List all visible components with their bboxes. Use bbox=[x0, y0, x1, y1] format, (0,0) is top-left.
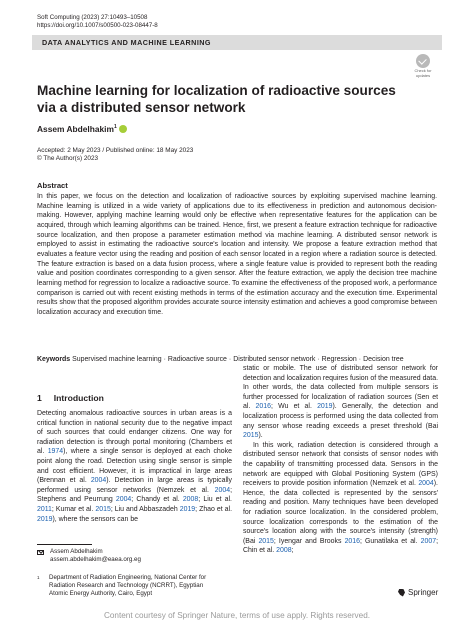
paragraph-text: ). Hence, the data collected is represented by the sensors' reading and position. Many techniques have been developed for radiation source localization. In the considered problem, source localization corresponds to the estimation of the source's location along with the source's intensity (strength) (Bai bbox=[243, 480, 438, 545]
keywords-label: Keywords bbox=[37, 356, 71, 363]
paragraph-text: ; Zhao et al. bbox=[195, 505, 232, 513]
keyword-item: Decision tree bbox=[363, 356, 404, 363]
keyword-item: Supervised machine learning bbox=[72, 356, 162, 363]
keyword-separator: · bbox=[163, 356, 166, 363]
paragraph-text: ; Chandy et al. bbox=[131, 496, 183, 504]
citation-link[interactable]: 2008 bbox=[182, 496, 199, 504]
journal-citation: Soft Computing (2023) 27:10493–10508 bbox=[37, 14, 148, 21]
paragraph-text: ). Detection in large areas is typically performed using sensor networks (Nemzek et al. bbox=[37, 477, 233, 494]
citation-link[interactable]: 2007 bbox=[420, 537, 437, 545]
paragraph-text: ; Wu et al. bbox=[270, 403, 318, 411]
paragraph-text: ; Stephens and Peurrung bbox=[37, 486, 232, 504]
paragraph-text: static or mobile. The use of distributed sensor network for detection and localization requires fusion of the measured data. In other words, the data collected from multiple sensors is further processed for localization of radiation sources (Sen et al. bbox=[243, 365, 438, 411]
citation-link[interactable]: 2004 bbox=[115, 496, 132, 504]
check-updates-icon bbox=[416, 54, 430, 68]
check-for-updates-badge[interactable] bbox=[408, 54, 438, 78]
copyright-footer: Content courtesy of Springer Nature, terms of use apply. Rights reserved. bbox=[103, 611, 371, 620]
citation-link[interactable]: 2004 bbox=[418, 480, 434, 488]
keywords-list bbox=[72, 356, 403, 363]
citation-link[interactable]: 2015 bbox=[95, 505, 111, 513]
citation-link[interactable]: 1974 bbox=[47, 448, 64, 456]
paragraph-text: In this work, radiation detection is considered through a distributed sensor network that consists of sensor nodes with the capability of transmitting processed data. Sensors in the network are equipped with Global Positioning System (GPS) receivers to provide position information (Nemzek et al. bbox=[243, 441, 438, 488]
badge-line2: updates bbox=[415, 73, 431, 79]
citation-link[interactable]: 2015 bbox=[258, 537, 274, 545]
paragraph-text: ), where a single sensor is deployed at each choke point along the road. Detection using single sensor is simple and cost efficient. However, it is impractical in large areas ( bbox=[37, 448, 232, 485]
badge-line1: Check for bbox=[414, 68, 432, 73]
publisher-name: Springer bbox=[408, 588, 439, 597]
keyword-separator: · bbox=[317, 356, 320, 363]
section-heading-introduction bbox=[37, 393, 104, 403]
paragraph-text: ), where the sensors can be bbox=[52, 515, 139, 523]
paragraph-text: ). Generally, the detection and localization process is performed using the data collected from any sensor whose reading exceeds a preset threshold (Bai bbox=[243, 403, 438, 430]
affiliation-line: Department of Radiation Engineering, National Center for bbox=[49, 574, 207, 581]
paragraph-text: Chambers et al. bbox=[37, 438, 233, 456]
contact-email[interactable]: assem.abdelhakim@eaea.org.eg bbox=[50, 556, 141, 564]
section-number: 1 bbox=[37, 393, 42, 403]
publication-dates bbox=[37, 147, 193, 164]
paragraph-text: ; Gunatilaka et al. bbox=[360, 537, 421, 545]
section-tag: DATA ANALYTICS AND MACHINE LEARNING bbox=[32, 35, 442, 50]
affiliation-line: Atomic Energy Authority, Cairo, Egypt bbox=[49, 590, 153, 598]
abstract-heading: Abstract bbox=[37, 181, 68, 190]
paragraph-text: Detecting anomalous radioactive sources in urban areas is a critical function in national security due to the negative impact of such sources that could endanger citizens. One way for radiation detection is through portal monitoring ( bbox=[37, 410, 232, 446]
publisher-logo bbox=[398, 588, 438, 597]
paragraph-text: ; Kumar et al. bbox=[51, 505, 96, 513]
paragraph-text: ; Chin et al. bbox=[243, 537, 439, 555]
abstract-text: In this paper, we focus on the detection and localization of radioactive sources by exploiting supervised machine learning. Machine learning is utilized in a wide variety of applications due to its effectiveness in prediction and autonomous decision-making. However, applying machine learning would only be effective when representative features for the application can be acquired, through which learning algorithms can be trained. Hence, first, we present a feature extraction technique for radioactive source localization, and then propose a parameter estimation method via machine learning. A distributed sensor network is employed to assist in estimating the radioactive source's location and intensity. We propose a feature extraction method that evaluates a feature vector using the reading and position of each sensor located in a region where a radiation source is detected. The feature extraction is based on a data fusion process, where a single feature value is provided to represent both the reading value and position coordinates corresponding to a given sensor. After the feature extraction, we apply the decision tree machine learning method for regression to localize a radioactive source. To examine the effectiveness of the proposed work, a performance comparison is carried out with recent existing methods in terms of the estimation accuracy and the execution time. Experimental results show that the proposed algorithm provides accurate source intensity estimation and achieves a good compromise between localization accuracy and execution time. bbox=[37, 193, 437, 316]
citation-link[interactable]: 2016 bbox=[344, 537, 360, 545]
keyword-separator: · bbox=[358, 356, 362, 363]
orcid-icon[interactable] bbox=[119, 125, 127, 133]
affiliation bbox=[37, 574, 206, 599]
section-title: Introduction bbox=[53, 393, 104, 403]
springer-horse-icon bbox=[398, 589, 405, 597]
citation-link[interactable]: 2019 bbox=[179, 505, 196, 513]
author-affil-sup: 1 bbox=[113, 124, 117, 131]
intro-paragraph-1-cont bbox=[243, 364, 438, 441]
paragraph-text: ; Iyengar and Brooks bbox=[273, 537, 345, 545]
footnote-divider bbox=[37, 544, 92, 545]
citation-link[interactable]: 2015 bbox=[243, 432, 259, 440]
intro-paragraph-2 bbox=[243, 441, 438, 556]
journal-header bbox=[37, 14, 158, 31]
paragraph-text: ; Liu et al. bbox=[198, 496, 232, 504]
author-name[interactable]: Assem Abdelhakim bbox=[37, 124, 114, 134]
keyword-item: Regression bbox=[321, 356, 357, 363]
citation-link[interactable]: 2016 bbox=[255, 403, 271, 411]
affiliation-line: Radiation Research and Technology (NCRRT), Egyptian bbox=[49, 582, 204, 590]
citation-link[interactable]: 2011 bbox=[37, 505, 52, 513]
citation-link[interactable]: 2004 bbox=[90, 477, 107, 485]
author bbox=[37, 124, 127, 134]
paper-title: Machine learning for localization of radioactive sources via a distributed sensor network bbox=[37, 83, 396, 115]
keyword-separator: · bbox=[228, 356, 232, 363]
paragraph-text: ; bbox=[291, 547, 294, 555]
paragraph-text: ; Liu and Abbaszadeh bbox=[110, 505, 180, 513]
citation-link[interactable]: 2019 bbox=[37, 515, 53, 523]
intro-paragraph-1 bbox=[37, 409, 232, 524]
corresponding-author bbox=[37, 548, 141, 564]
doi-link[interactable]: https://doi.org/10.1007/s00500-023-08447-8 bbox=[37, 22, 158, 30]
copyright-line: © The Author(s) 2023 bbox=[37, 155, 99, 163]
contact-name: Assem Abdelhakim bbox=[50, 548, 103, 555]
envelope-icon bbox=[37, 550, 44, 555]
intro-right-column bbox=[243, 364, 438, 556]
intro-left-column bbox=[37, 409, 232, 524]
keyword-item: Radioactive source bbox=[167, 356, 227, 363]
citation-link[interactable]: 2004 bbox=[214, 486, 231, 494]
citation-link[interactable]: 2019 bbox=[317, 403, 333, 411]
affiliation-sup: 1 bbox=[37, 575, 40, 580]
paragraph-text: Brennan et al. bbox=[39, 477, 91, 485]
paragraph-text: ). bbox=[258, 432, 263, 440]
citation-link[interactable]: 2008 bbox=[276, 547, 292, 555]
keyword-item: Distributed sensor network bbox=[233, 356, 316, 363]
dates-line: Accepted: 2 May 2023 / Published online: 18 May 2023 bbox=[37, 147, 194, 154]
